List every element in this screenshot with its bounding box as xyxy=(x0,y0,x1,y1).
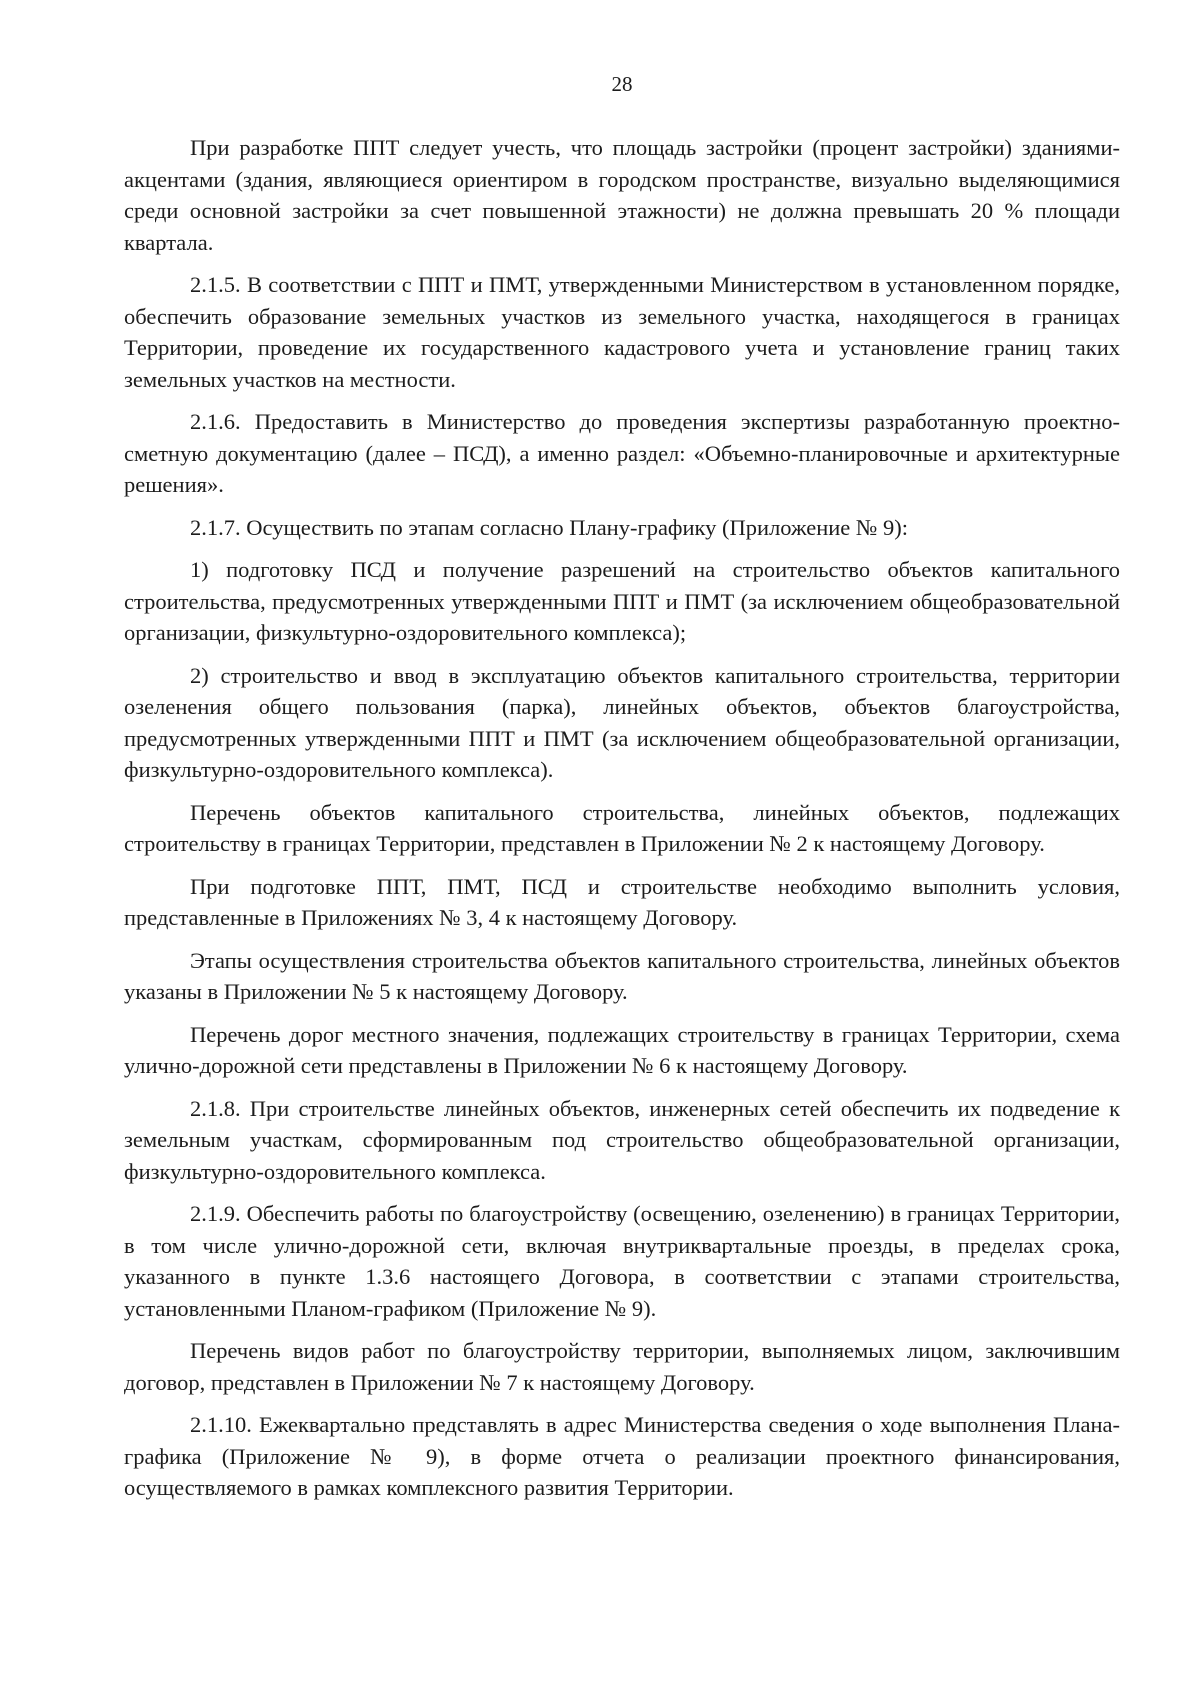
paragraph-ppt-building-share: При разработке ППТ следует учесть, что площадь застройки (процент застройки) зданиями-акцентами (здания, являющиеся ориентиром в городском пространстве, визуально выделяющимися среди основной застройки за счет повышенной этажности) не должна превышать 20 % площади квартала. xyxy=(124,135,1120,255)
paragraph-preparation-conditions: При подготовке ППТ, ПМТ, ПСД и строительстве необходимо выполнить условия, представленные в Приложениях № 3, 4 к настоящему Договору. xyxy=(124,873,1120,930)
paragraph-2-1-6: 2.1.6. Предоставить в Министерство до проведения экспертизы разработанную проектно-сметную документацию (далее – ПСД), а именно раздел: «Объемно-планировочные и архитектурные решения». xyxy=(124,409,1120,497)
page-number: 28 xyxy=(611,72,633,96)
paragraph-2-1-7-item-2: 2) строительство и ввод в эксплуатацию объектов капитального строительства, территории озеленения общего пользования (парка), линейных объектов, объектов благоустройства, предусмотренных утвержденными ППТ и ПМТ (за исключением общеобразовательной организации, физкультурно-оздоровительного комплекса). xyxy=(124,662,1120,782)
paragraph-2-1-5: 2.1.5. В соответствии с ППТ и ПМТ, утвержденными Министерством в установленном порядке, обеспечить образование земельных участков из земельного участка, находящегося в границах Территории, проведение их государственного кадастрового учета и установление границ таких земельных участков на местности. xyxy=(124,272,1120,392)
paragraph-2-1-10: 2.1.10. Ежеквартально представлять в адрес Министерства сведения о ходе выполнения Плана-графика (Приложение № 9), в форме отчета о реализации проектного финансирования, осуществляемого в рамках комплексного развития Территории. xyxy=(124,1412,1120,1500)
paragraph-local-roads: Перечень дорог местного значения, подлежащих строительству в границах Территории, схема улично-дорожной сети представлены в Приложении № 6 к настоящему Договору. xyxy=(124,1021,1120,1078)
paragraph-construction-stages: Этапы осуществления строительства объектов капитального строительства, линейных объектов указаны в Приложении № 5 к настоящему Договору. xyxy=(124,947,1120,1004)
paragraph-2-1-7: 2.1.7. Осуществить по этапам согласно Плану-графику (Приложение № 9): xyxy=(190,514,909,540)
paragraph-2-1-7-item-1: 1) подготовку ПСД и получение разрешений на строительство объектов капитального строительства, предусмотренных утвержденными ППТ и ПМТ (за исключением общеобразовательной организации, физкультурно-оздоровительного комплекса); xyxy=(124,557,1120,645)
paragraph-2-1-9: 2.1.9. Обеспечить работы по благоустройству (освещению, озеленению) в границах Территории, в том числе улично-дорожной сети, включая внутриквартальные проезды, в пределах срока, указанного в пункте 1.3.6 настоящего Договора, в соответствии с этапами строительства, установленными Планом-графиком (Приложение № 9). xyxy=(124,1201,1120,1321)
document-page xyxy=(124,70,1120,1515)
paragraph-landscaping-works: Перечень видов работ по благоустройству территории, выполняемых лицом, заключившим договор, представлен в Приложении № 7 к настоящему Договору. xyxy=(124,1338,1120,1395)
paragraph-objects-list: Перечень объектов капитального строительства, линейных объектов, подлежащих строительству в границах Территории, представлен в Приложении № 2 к настоящему Договору. xyxy=(124,799,1120,856)
paragraph-2-1-8: 2.1.8. При строительстве линейных объектов, инженерных сетей обеспечить их подведение к земельным участкам, сформированным под строительство общеобразовательной организации, физкультурно-оздоровительного комплекса. xyxy=(124,1095,1120,1184)
